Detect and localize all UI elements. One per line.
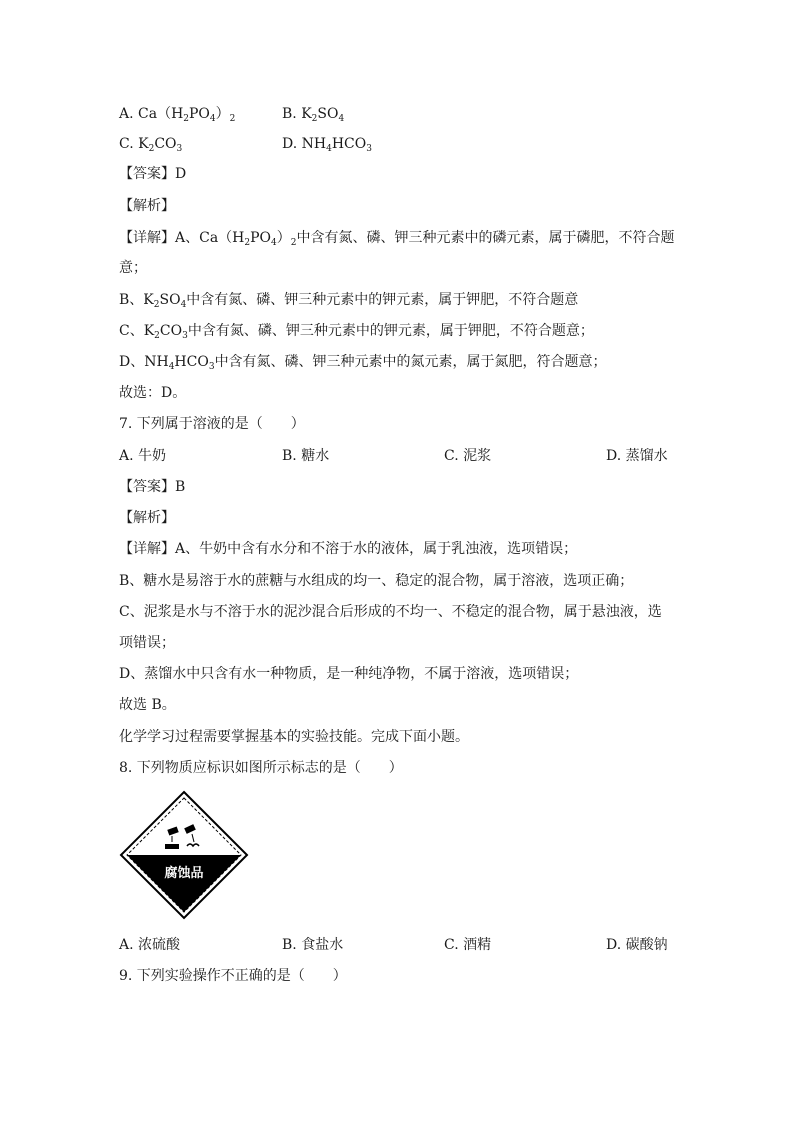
q7-question: 7. 下列属于溶液的是（ ）: [119, 416, 305, 432]
q7-answer: 【答案】B: [119, 479, 186, 495]
q8-option-b: B. 食盐水: [282, 937, 344, 953]
q8-option-d: D. 碳酸钠: [606, 937, 668, 953]
q8-option-a: A. 浓硫酸: [119, 937, 181, 953]
q6-answer: 【答案】D: [119, 166, 187, 182]
q7-option-a: A. 牛奶: [119, 448, 167, 464]
q6-conclusion: 故选：D。: [119, 385, 187, 401]
q7-detail-line-3: C、泥浆是水与不溶于水的泥沙混合后形成的不均一、不稳定的混合物，属于悬浊液，选: [119, 604, 662, 620]
q7-conclusion: 故选 B。: [119, 697, 176, 713]
q6-detail-line-5: D、$NH_4HCO_3$中含有氮、磷、钾三种元素中的氮元素，属于氮肥，符合题意；: [119, 354, 607, 372]
q6-option-a: A. $Ca(H_2PO_4)_2$: [119, 106, 236, 124]
q7-analysis-heading: 【解析】: [119, 510, 175, 526]
q6-option-b: B. $K_2SO_4$: [282, 106, 345, 124]
q6-detail-line-2: 意；: [119, 260, 147, 276]
corrosive-sign-label: 腐蚀品: [164, 866, 204, 881]
q7-option-b: B. 糖水: [282, 448, 330, 464]
q7-detail-line-2: B、糖水是易溶于水的蔗糖与水组成的均一、稳定的混合物，属于溶液，选项正确；: [119, 573, 634, 589]
q6-detail-line-1: 【详解】A、$Ca(H_2PO_4)_2$中含有氮、磷、钾三种元素中的磷元素，属于磷肥，不符合题: [119, 230, 675, 248]
q8-question: 8. 下列物质应标识如图所示标志的是（ ）: [119, 760, 403, 776]
q7-detail-line-1: 【详解】A、牛奶中含有水分和不溶于水的液体，属于乳浊液，选项错误；: [119, 541, 578, 557]
section-intro: 化学学习过程需要掌握基本的实验技能。完成下面小题。: [119, 729, 469, 745]
q6-option-c: C. $K_2CO_3$: [119, 136, 183, 154]
q6-analysis-heading: 【解析】: [119, 198, 175, 214]
q7-option-c: C. 泥浆: [444, 448, 492, 464]
q7-option-d: D. 蒸馏水: [606, 448, 668, 464]
q7-detail-line-5: D、蒸馏水中只含有水一种物质，是一种纯净物，不属于溶液，选项错误；: [119, 666, 579, 682]
q6-option-d: D. $NH_4HCO_3$: [282, 136, 372, 154]
q8-option-c: C. 酒精: [444, 937, 492, 953]
q6-detail-line-3: B、$K_2SO_4$中含有氮、磷、钾三种元素中的钾元素，属于钾肥，不符合题意: [119, 292, 579, 310]
corrosive-hazard-sign: [119, 790, 249, 920]
q6-detail-line-4: C、$K_2CO_3$中含有氮、磷、钾三种元素中的钾元素，属于钾肥，不符合题意；: [119, 323, 594, 341]
q9-question: 9. 下列实验操作不正确的是（ ）: [119, 968, 347, 984]
q7-detail-line-4: 项错误；: [119, 635, 175, 651]
